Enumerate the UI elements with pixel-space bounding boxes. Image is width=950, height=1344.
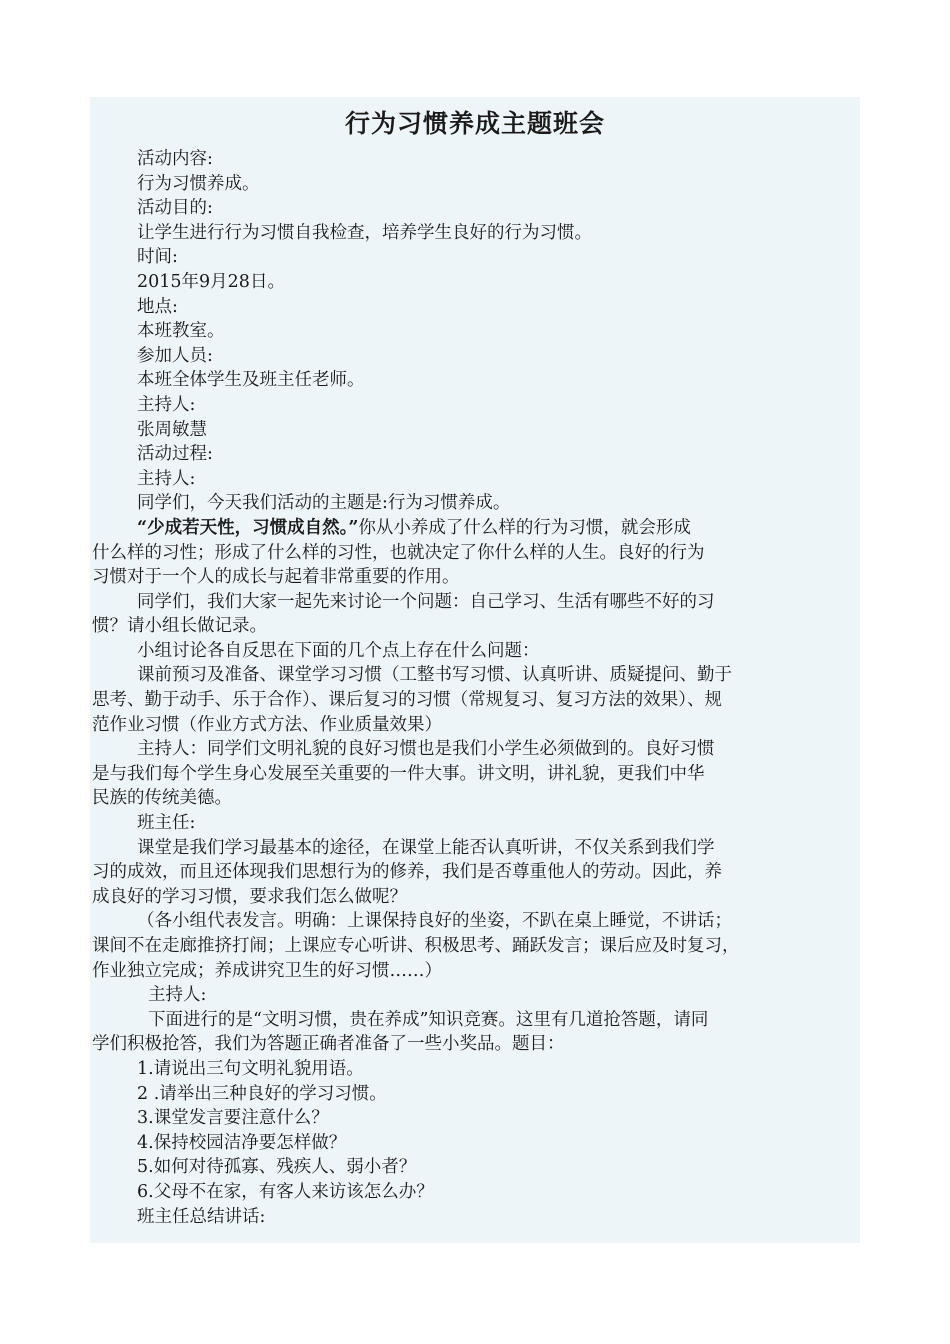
text-line: 让学生进行行为习惯自我检查，培养学生良好的行为习惯。: [137, 222, 592, 243]
proverb-quote: “少成若天性，习惯成自然。”: [137, 517, 359, 538]
quiz-question: 4.保持校园洁净要怎样做？: [137, 1132, 347, 1153]
quiz-question: 3.课堂发言要注意什么？: [137, 1108, 329, 1129]
text-line: 同学们，我们大家一起先来讨论一个问题：自己学习、生活有哪些不好的习: [137, 591, 715, 612]
text-line: 张周敏慧: [137, 419, 207, 440]
text-line: 课堂是我们学习最基本的途径，在课堂上能否认真听讲，不仅关系到我们学: [137, 837, 715, 858]
text-line: 同学们，今天我们活动的主题是:行为习惯养成。: [137, 493, 511, 514]
text-line: 活动内容:: [137, 149, 213, 169]
text-line: 时间:: [137, 247, 178, 268]
text-line: 民族的传统美德。: [92, 788, 232, 809]
text-line: 主持人：同学们文明礼貌的良好习惯也是我们小学生必须做到的。良好习惯: [137, 739, 715, 760]
document-body: [92, 147, 860, 1229]
text-line: 主持人:: [148, 985, 207, 1006]
text-line: 思考、勤于动手、乐于合作）、课后复习的习惯（常规复习、复习方法的效果）、规: [92, 690, 722, 711]
text-line: 参加人员:: [137, 345, 213, 366]
text-line: 什么样的习性；形成了什么样的习性，也就决定了你什么样的人生。良好的行为: [92, 542, 705, 563]
text-line: 习惯对于一个人的成长与起着非常重要的作用。: [92, 567, 460, 588]
text-line: 地点:: [137, 296, 178, 317]
text-line: 课前预习及准备、课堂学习习惯（工整书写习惯、认真听讲、质疑提问、勤于: [137, 665, 732, 686]
text-line: 小组讨论各自反思在下面的几个点上存在什么问题：: [137, 640, 540, 661]
text-line: 作业独立完成；养成讲究卫生的好习惯……）: [92, 960, 442, 981]
text-line: 活动过程:: [137, 444, 213, 465]
text-line: 班主任:: [137, 813, 196, 834]
text-line: （各小组代表发言。明确：上课保持良好的坐姿，不趴在桌上睡觉，不讲话；: [137, 911, 732, 932]
text-line: 班主任总结讲话:: [137, 1206, 266, 1227]
text-line: 活动目的:: [137, 198, 213, 219]
text-fragment: 你从小养成了什么样的行为习惯，就会形成: [358, 517, 691, 538]
text-line: 行为习惯养成。: [137, 173, 260, 194]
quiz-question: 5.如何对待孤寡、残疾人、弱小者？: [137, 1157, 417, 1178]
text-line: 学们积极抢答，我们为答题正确者准备了一些小奖品。题目：: [92, 1034, 565, 1055]
quiz-question: 6.父母不在家，有客人来访该怎么办？: [137, 1181, 434, 1202]
quiz-question: 1.请说出三句文明礼貌用语。: [137, 1058, 364, 1079]
text-line: 习的成效，而且还体现我们思想行为的修养，我们是否尊重他人的劳动。因此，养: [92, 862, 722, 883]
text-line: 范作业习惯（作业方式方法、作业质量效果）: [92, 714, 442, 735]
text-line: 2015年9月28日。: [137, 271, 285, 292]
text-line: 课间不在走廊推挤打闹；上课应专心听讲、积极思考、踊跃发言；课后应及时复习，: [92, 936, 740, 956]
text-line: 惯？请小组长做记录。: [92, 616, 267, 637]
text-line: 主持人:: [137, 394, 196, 415]
text-line: 成良好的学习习惯，要求我们怎么做呢？: [92, 886, 407, 907]
text-line: 下面进行的是“文明习惯，贵在养成”知识竞赛。这里有几道抢答题，请同: [148, 1009, 709, 1030]
document-title: 行为习惯养成主题班会: [344, 109, 605, 138]
text-line-with-quote: [92, 516, 860, 541]
text-line: 主持人:: [137, 468, 196, 489]
text-line: 是与我们每个学生身心发展至关重要的一件大事。讲文明，讲礼貌，更我们中华: [92, 763, 705, 784]
quiz-question: 2 .请举出三种良好的学习习惯。: [137, 1083, 387, 1104]
text-line: 本班教室。: [137, 321, 225, 342]
text-line: 本班全体学生及班主任老师。: [137, 370, 365, 391]
